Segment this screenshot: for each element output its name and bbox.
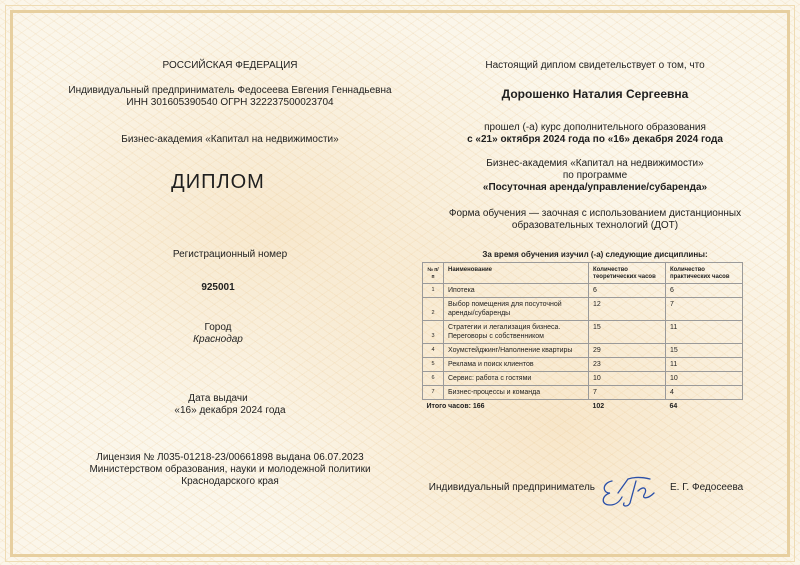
row-num: 1 — [423, 284, 444, 298]
row-name: Стратегии и легализация бизнеса. Переговоры с собственником — [444, 321, 589, 344]
row-num: 4 — [423, 344, 444, 358]
signature-image — [598, 473, 660, 509]
study-form-dot: образовательных технологий (ДОТ) — [511, 220, 679, 231]
row-practice: 4 — [666, 386, 743, 400]
row-practice: 11 — [666, 358, 743, 372]
issue-date-value: «16» декабря 2024 года — [174, 405, 286, 416]
col-num-header: № п/п — [423, 263, 444, 284]
license-ministry: Министерством образования, науки и молодежной политики — [89, 464, 371, 475]
row-name: Выбор помещения для посуточной аренды/субаренды — [444, 298, 589, 321]
row-name: Ипотека — [444, 284, 589, 298]
row-theory: 6 — [589, 284, 666, 298]
city-label: Город — [204, 322, 232, 333]
row-practice: 6 — [666, 284, 743, 298]
reg-number: 925001 — [201, 282, 235, 293]
academy-name: Бизнес-академия «Капитал на недвижимости» — [121, 134, 339, 145]
row-theory: 23 — [589, 358, 666, 372]
license-region: Краснодарского края — [181, 476, 279, 487]
issuer-ids: ИНН 301605390540 ОГРН 322237500023704 — [126, 97, 334, 108]
country-title: РОССИЙСКАЯ ФЕДЕРАЦИЯ — [162, 60, 298, 71]
col-name-header: Наименование — [444, 263, 589, 284]
table-row — [423, 298, 743, 321]
table-row — [423, 372, 743, 386]
row-practice: 15 — [666, 344, 743, 358]
row-num: 2 — [423, 298, 444, 321]
total-theory: 102 — [592, 403, 605, 410]
row-theory: 12 — [589, 298, 666, 321]
row-practice: 11 — [666, 321, 743, 344]
row-num: 7 — [423, 386, 444, 400]
col-practice-header: Количество практических часов — [666, 263, 743, 284]
table-total-row — [423, 400, 743, 414]
row-num: 3 — [423, 321, 444, 344]
table-row — [423, 344, 743, 358]
table-row — [423, 386, 743, 400]
issue-date-label: Дата выдачи — [188, 393, 248, 404]
city-value: Краснодар — [193, 334, 243, 345]
row-name: Сервис: работа с гостями — [444, 372, 589, 386]
row-theory: 29 — [589, 344, 666, 358]
license-line: Лицензия № Л035-01218-23/00661898 выдана 06.07.2023 — [96, 452, 364, 463]
row-theory: 15 — [589, 321, 666, 344]
row-practice: 7 — [666, 298, 743, 321]
table-header-row — [423, 263, 743, 284]
row-practice: 10 — [666, 372, 743, 386]
total-label: Итого часов: 166 — [426, 403, 485, 410]
signer-name: Е. Г. Федосеева — [670, 482, 744, 493]
disciplines-table — [422, 262, 743, 413]
col-theory-header: Количество теоретических часов — [589, 263, 666, 284]
row-name: Хоумстейджинг/Наполнение квартиры — [444, 344, 589, 358]
certifies-intro: Настоящий диплом свидетельствует о том, что — [485, 60, 705, 71]
diploma-title: ДИПЛОМ — [171, 171, 265, 193]
student-name: Дорошенко Наталия Сергеевна — [501, 87, 689, 101]
row-theory: 7 — [589, 386, 666, 400]
table-row — [423, 358, 743, 372]
row-theory: 10 — [589, 372, 666, 386]
program-prefix: по программе — [562, 170, 628, 181]
academy-line: Бизнес-академия «Капитал на недвижимости» — [486, 158, 704, 169]
program-name: «Посуточная аренда/управление/субаренда» — [482, 182, 708, 193]
signer-role: Индивидуальный предприниматель — [428, 482, 595, 493]
total-practice: 64 — [669, 403, 678, 410]
table-row — [423, 321, 743, 344]
course-line: прошел (-а) курс дополнительного образования — [484, 122, 706, 133]
table-caption: За время обучения изучил (-а) следующие дисциплины: — [482, 250, 708, 259]
study-form: Форма обучения — заочная с использованием дистанционных — [448, 208, 742, 219]
study-period: с «21» октября 2024 года по «16» декабря 2024 года — [467, 134, 723, 145]
row-name: Реклама и поиск клиентов — [444, 358, 589, 372]
issuer-name: Индивидуальный предприниматель Федосеева Евгения Геннадьевна — [68, 85, 392, 96]
table-row — [423, 284, 743, 298]
row-name: Бизнес-процессы и команда — [444, 386, 589, 400]
row-num: 5 — [423, 358, 444, 372]
reg-number-label: Регистрационный номер — [172, 249, 288, 260]
row-num: 6 — [423, 372, 444, 386]
